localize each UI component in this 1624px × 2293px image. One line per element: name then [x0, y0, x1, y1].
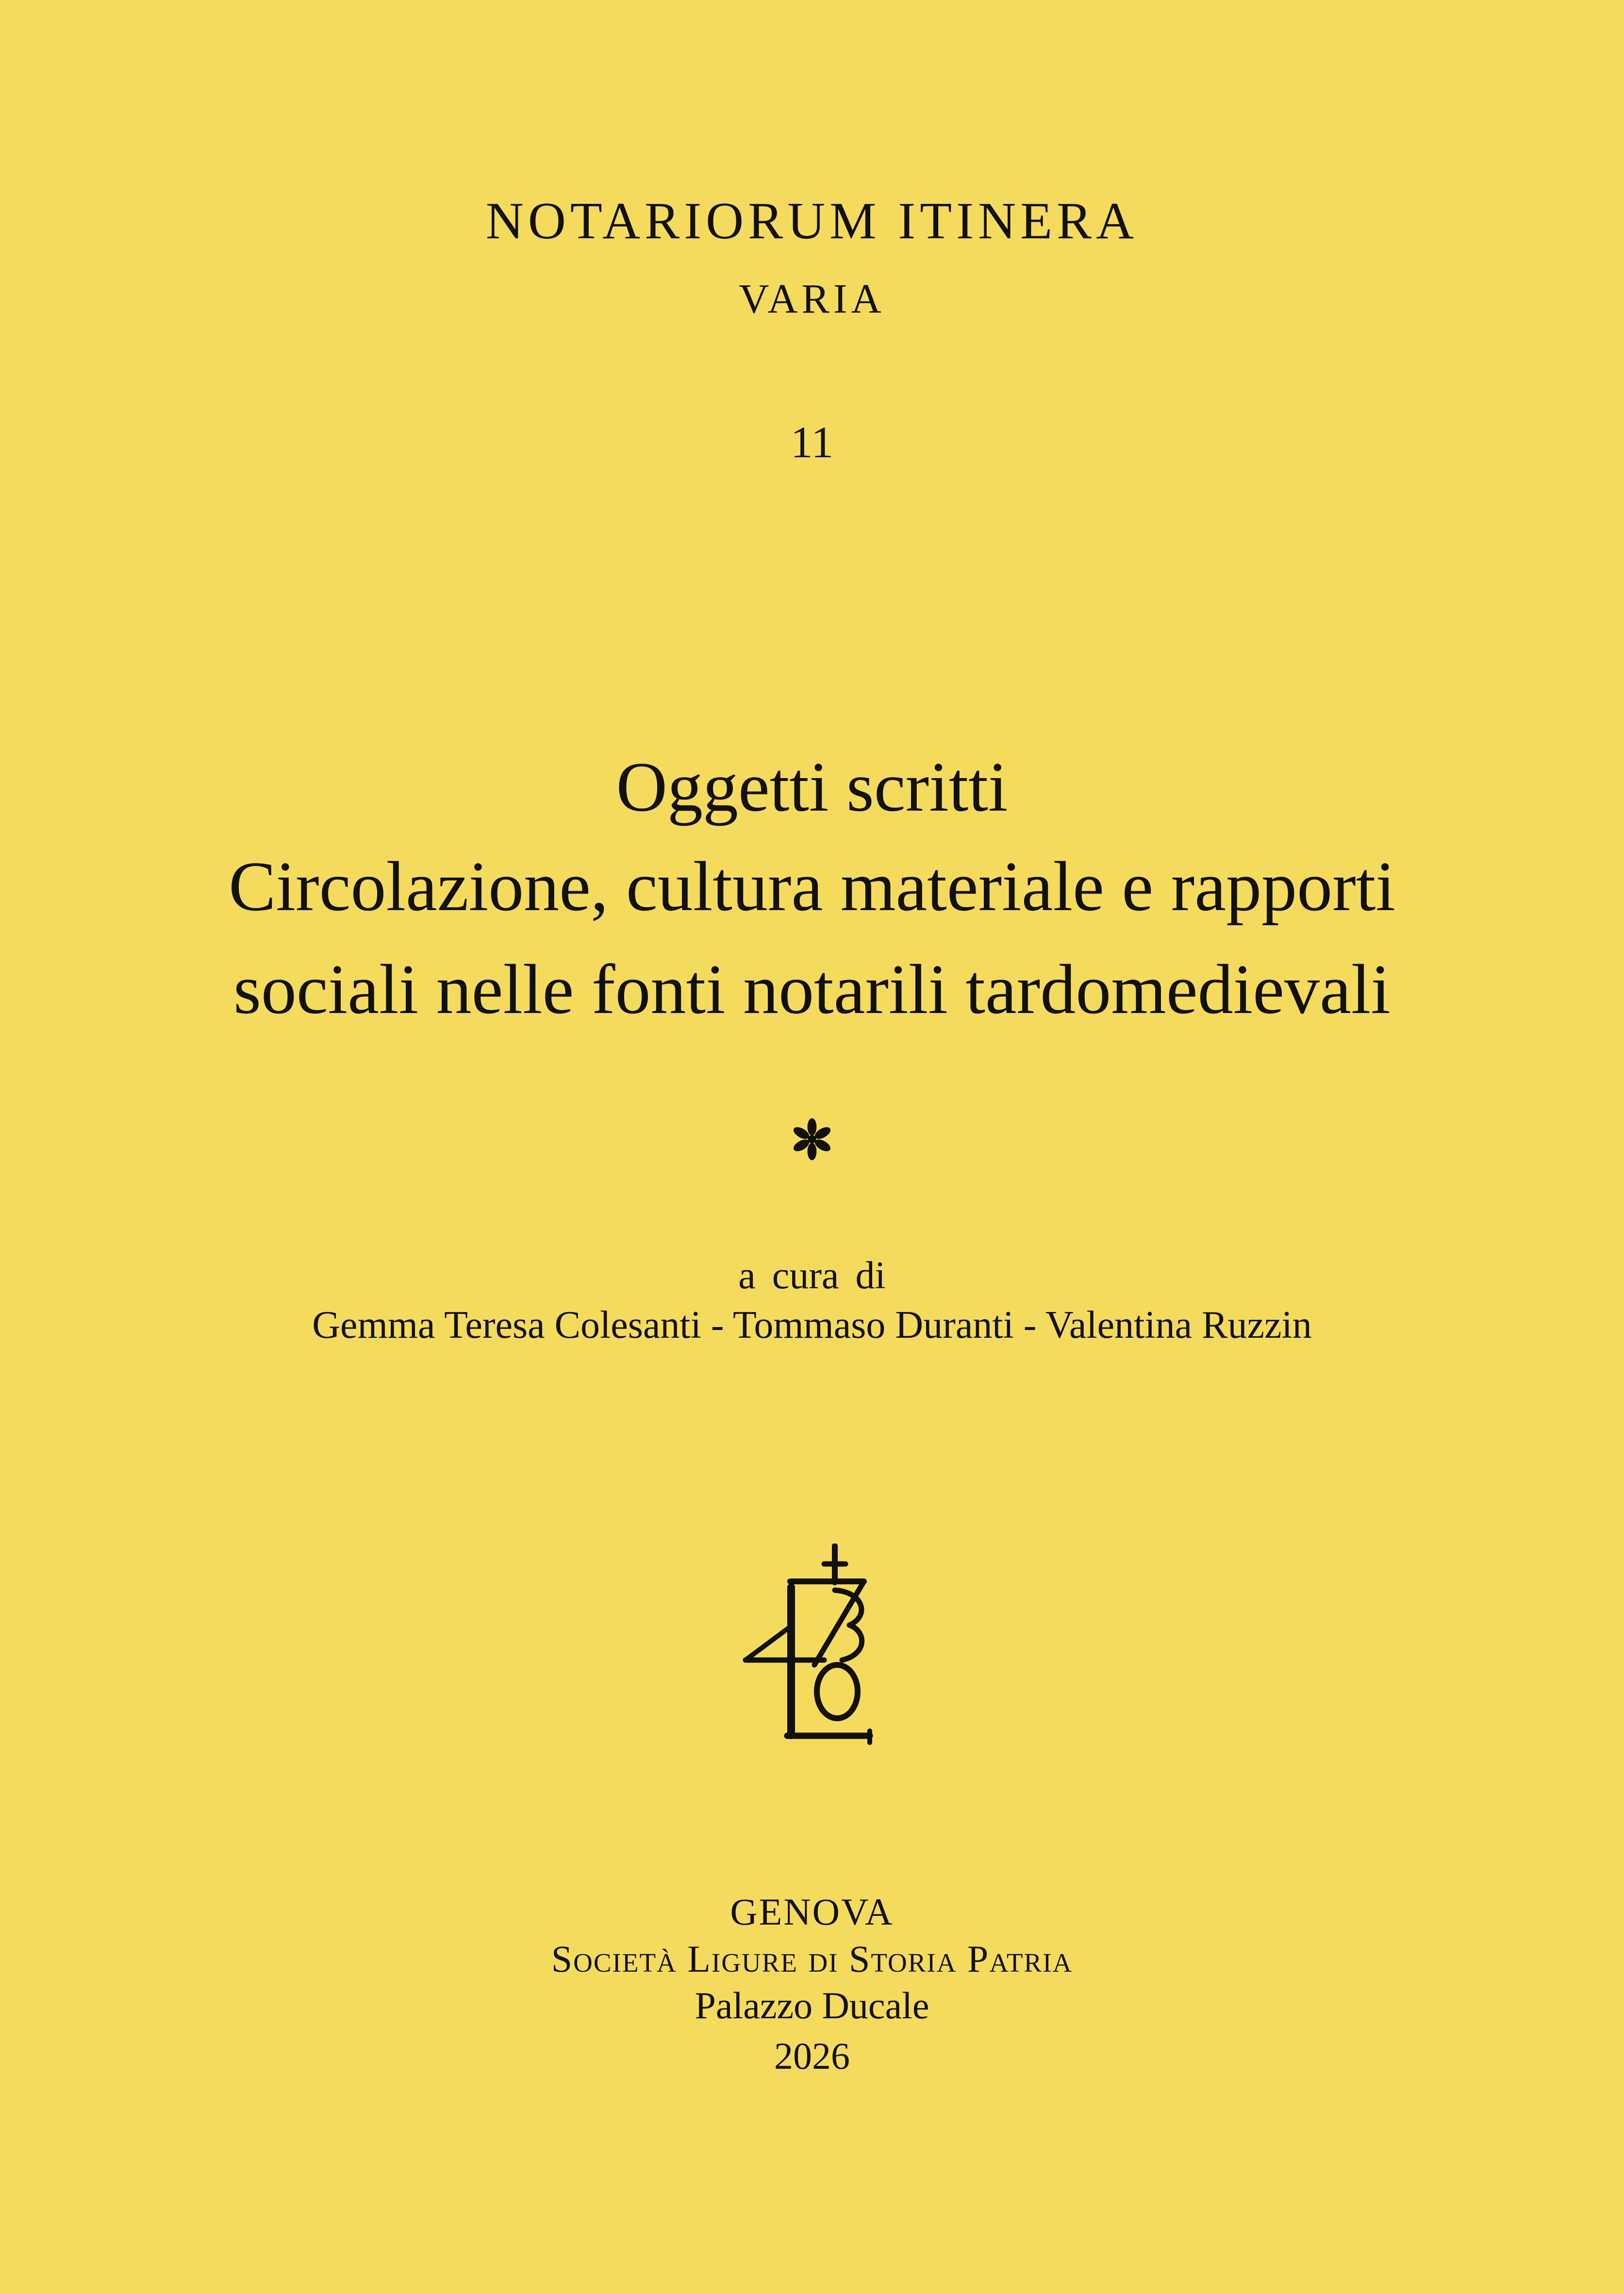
imprint-city: GENOVA	[730, 1891, 894, 1933]
book-title-line-3: sociali nelle fonti notarili tardomedievali	[233, 950, 1391, 1029]
volume-number: 11	[790, 417, 834, 467]
series-subtitle: VARIA	[739, 275, 885, 322]
imprint-year: 2026	[774, 2035, 850, 2077]
book-title-line-1: Oggetti scritti	[616, 748, 1008, 826]
notarial-signum-icon	[743, 1544, 883, 1747]
series-title: NOTARIORUM ITINERA	[485, 192, 1139, 250]
book-title-line-2: Circolazione, cultura materiale e rapporti	[229, 847, 1395, 926]
editors-names: Gemma Teresa Colesanti - Tommaso Duranti - Valentina Ruzzin	[312, 1304, 1312, 1346]
editors-intro: a cura di	[738, 1254, 886, 1297]
asterisk-flower-icon	[789, 1116, 835, 1162]
imprint-venue: Palazzo Ducale	[695, 1984, 929, 2027]
imprint-publisher: Società Ligure di Storia Patria	[551, 1938, 1073, 1980]
